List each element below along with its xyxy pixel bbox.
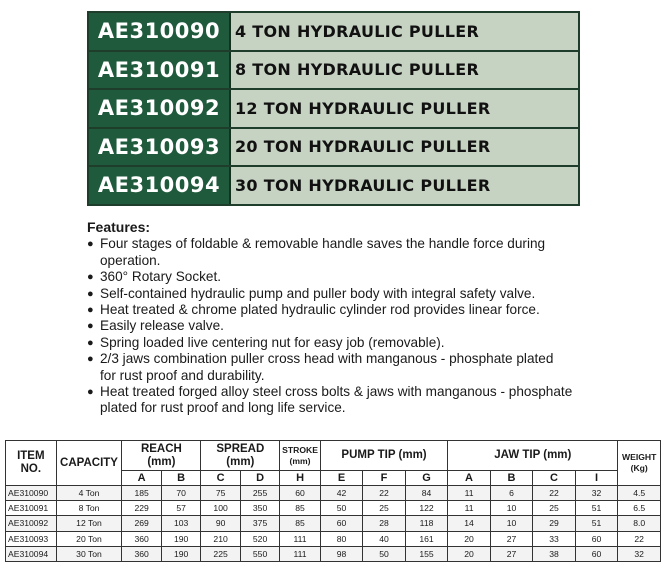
subheader-cell: E (320, 471, 363, 486)
header-spread (201, 441, 280, 471)
table-cell: 75 (201, 486, 240, 501)
table-cell: 161 (405, 531, 448, 546)
header-reach-label: REACH (140, 442, 182, 455)
table-cell: 229 (122, 501, 161, 516)
item-no-cell: AE310092 (6, 516, 57, 531)
table-cell: 32 (618, 546, 661, 561)
subheader-cell: C (201, 471, 240, 486)
table-cell: 4 Ton (56, 486, 122, 501)
table-cell: 90 (201, 516, 240, 531)
table-cell: 51 (575, 501, 618, 516)
table-cell: 80 (320, 531, 363, 546)
table-cell: 22 (618, 531, 661, 546)
table-cell: 12 Ton (56, 516, 122, 531)
subheader-cell: A (448, 471, 491, 486)
header-reach (122, 441, 201, 471)
table-cell: 6 (490, 486, 533, 501)
table-cell: 375 (240, 516, 279, 531)
table-cell: 40 (363, 531, 406, 546)
bullet-icon: ● (87, 238, 94, 251)
table-cell: 42 (320, 486, 363, 501)
table-cell: 185 (122, 486, 161, 501)
bullet-icon: ● (87, 287, 94, 300)
bullet-icon: ● (87, 271, 94, 284)
table-cell: 70 (161, 486, 200, 501)
subheader-cell: H (280, 471, 320, 486)
subheader-cell: B (490, 471, 533, 486)
table-cell: 25 (533, 501, 576, 516)
header-weight-unit: (Kg) (630, 463, 648, 473)
bullet-icon: ● (87, 304, 94, 317)
feature-item (87, 384, 587, 417)
table-cell: 8.0 (618, 516, 661, 531)
feature-text-line: plated for rust proof and long life service. (100, 400, 346, 416)
item-no-cell: AE310094 (6, 546, 57, 561)
table-cell: 60 (320, 516, 363, 531)
table-cell: 350 (240, 501, 279, 516)
feature-item (87, 351, 587, 384)
header-item-no: ITEM NO. (6, 441, 57, 486)
feature-item (87, 302, 587, 318)
table-cell: 51 (575, 516, 618, 531)
table-cell: 6.5 (618, 501, 661, 516)
table-cell: 50 (363, 546, 406, 561)
table-cell: 25 (363, 501, 406, 516)
table-cell: 122 (405, 501, 448, 516)
table-row (6, 516, 661, 531)
subheader-cell: C (533, 471, 576, 486)
table-cell: 22 (363, 486, 406, 501)
model-name: 4 TON HYDRAULIC PULLER (231, 13, 578, 50)
features-title: Features: (87, 219, 151, 235)
item-no-cell: AE310093 (6, 531, 57, 546)
header-reach-unit: (mm) (147, 455, 176, 468)
header-stroke (280, 441, 320, 471)
header-weight (618, 441, 661, 486)
model-code: AE310093 (89, 129, 231, 166)
table-cell: 4.5 (618, 486, 661, 501)
table-cell: 85 (280, 516, 320, 531)
table-cell: 60 (575, 531, 618, 546)
model-name: 8 TON HYDRAULIC PULLER (231, 52, 578, 89)
model-row (89, 167, 578, 204)
table-cell: 32 (575, 486, 618, 501)
table-cell: 111 (280, 546, 320, 561)
feature-text-line: Four stages of foldable & removable handle saves the handle force during (100, 236, 546, 252)
table-cell: 8 Ton (56, 501, 122, 516)
subheader-cell: A (122, 471, 161, 486)
feature-text-line: Self-contained hydraulic pump and puller body with integral safety valve. (100, 285, 536, 301)
table-cell: 100 (201, 501, 240, 516)
table-cell: 27 (490, 531, 533, 546)
table-cell: 38 (533, 546, 576, 561)
table-row (6, 486, 661, 501)
table-header-row (6, 441, 661, 471)
table-cell: 11 (448, 486, 491, 501)
table-body (6, 486, 661, 562)
table-cell: 10 (490, 516, 533, 531)
table-cell: 111 (280, 531, 320, 546)
model-row (89, 129, 578, 168)
feature-item (87, 335, 587, 351)
table-row (6, 531, 661, 546)
model-code: AE310092 (89, 90, 231, 127)
table-cell: 29 (533, 516, 576, 531)
feature-text-line: Easily release valve. (100, 318, 224, 334)
header-jaw-tip: JAW TIP (mm) (448, 441, 618, 471)
bullet-icon: ● (87, 320, 94, 333)
feature-text-line: operation. (100, 252, 161, 268)
subheader-cell: B (161, 471, 200, 486)
table-row (6, 546, 661, 561)
table-cell: 190 (161, 546, 200, 561)
header-pump-tip: PUMP TIP (mm) (320, 441, 448, 471)
table-cell: 550 (240, 546, 279, 561)
table-cell: 10 (490, 501, 533, 516)
feature-text-line: for rust proof and durability. (100, 367, 265, 383)
table-cell: 33 (533, 531, 576, 546)
table-row (6, 501, 661, 516)
table-cell: 190 (161, 531, 200, 546)
feature-item (87, 269, 587, 285)
model-name: 20 TON HYDRAULIC PULLER (231, 129, 578, 166)
table-cell: 118 (405, 516, 448, 531)
feature-text-line: 2/3 jaws combination puller cross head with manganous - phosphate plated (100, 351, 554, 367)
bullet-icon: ● (87, 386, 94, 399)
header-stroke-unit: (mm) (289, 455, 311, 466)
bullet-icon: ● (87, 336, 94, 349)
bullet-icon: ● (87, 353, 94, 366)
table-cell: 155 (405, 546, 448, 561)
table-cell: 360 (122, 546, 161, 561)
model-row (89, 90, 578, 129)
feature-text-line: 360° Rotary Socket. (100, 269, 222, 285)
model-row (89, 52, 578, 91)
spec-table (5, 440, 661, 562)
model-list (87, 11, 580, 206)
table-cell: 210 (201, 531, 240, 546)
table-cell: 60 (280, 486, 320, 501)
model-code: AE310091 (89, 52, 231, 89)
header-spread-label: SPREAD (216, 442, 265, 455)
model-name: 12 TON HYDRAULIC PULLER (231, 90, 578, 127)
table-cell: 30 Ton (56, 546, 122, 561)
table-cell: 20 (448, 531, 491, 546)
feature-item (87, 286, 587, 302)
table-cell: 50 (320, 501, 363, 516)
table-cell: 98 (320, 546, 363, 561)
feature-item (87, 236, 587, 269)
model-name: 30 TON HYDRAULIC PULLER (231, 167, 578, 204)
table-cell: 269 (122, 516, 161, 531)
table-cell: 22 (533, 486, 576, 501)
table-cell: 60 (575, 546, 618, 561)
subheader-cell: G (405, 471, 448, 486)
item-no-cell: AE310091 (6, 501, 57, 516)
table-cell: 255 (240, 486, 279, 501)
table-cell: 84 (405, 486, 448, 501)
model-code: AE310090 (89, 13, 231, 50)
model-code: AE310094 (89, 167, 231, 204)
features-section (87, 219, 587, 417)
subheader-cell: D (240, 471, 279, 486)
table-cell: 27 (490, 546, 533, 561)
table-cell: 103 (161, 516, 200, 531)
table-cell: 520 (240, 531, 279, 546)
feature-text-line: Heat treated forged alloy steel cross bolts & jaws with manganous - phosphate (100, 384, 573, 400)
table-cell: 28 (363, 516, 406, 531)
table-cell: 85 (280, 501, 320, 516)
feature-text-line: Spring loaded live centering nut for easy job (removable). (100, 334, 445, 350)
table-cell: 14 (448, 516, 491, 531)
table-cell: 20 (448, 546, 491, 561)
header-weight-label: WEIGHT (621, 452, 657, 462)
subheader-cell: I (575, 471, 618, 486)
table-cell: 57 (161, 501, 200, 516)
feature-item (87, 318, 587, 334)
feature-text-line: Heat treated & chrome plated hydraulic cylinder rod provides linear force. (100, 302, 540, 318)
table-cell: 225 (201, 546, 240, 561)
header-spread-unit: (mm) (226, 455, 255, 468)
table-cell: 11 (448, 501, 491, 516)
table-cell: 360 (122, 531, 161, 546)
model-row (89, 13, 578, 52)
subheader-cell: F (363, 471, 406, 486)
table-cell: 20 Ton (56, 531, 122, 546)
header-stroke-label: STROKE (282, 444, 318, 455)
header-capacity: CAPACITY (56, 441, 122, 486)
item-no-cell: AE310090 (6, 486, 57, 501)
